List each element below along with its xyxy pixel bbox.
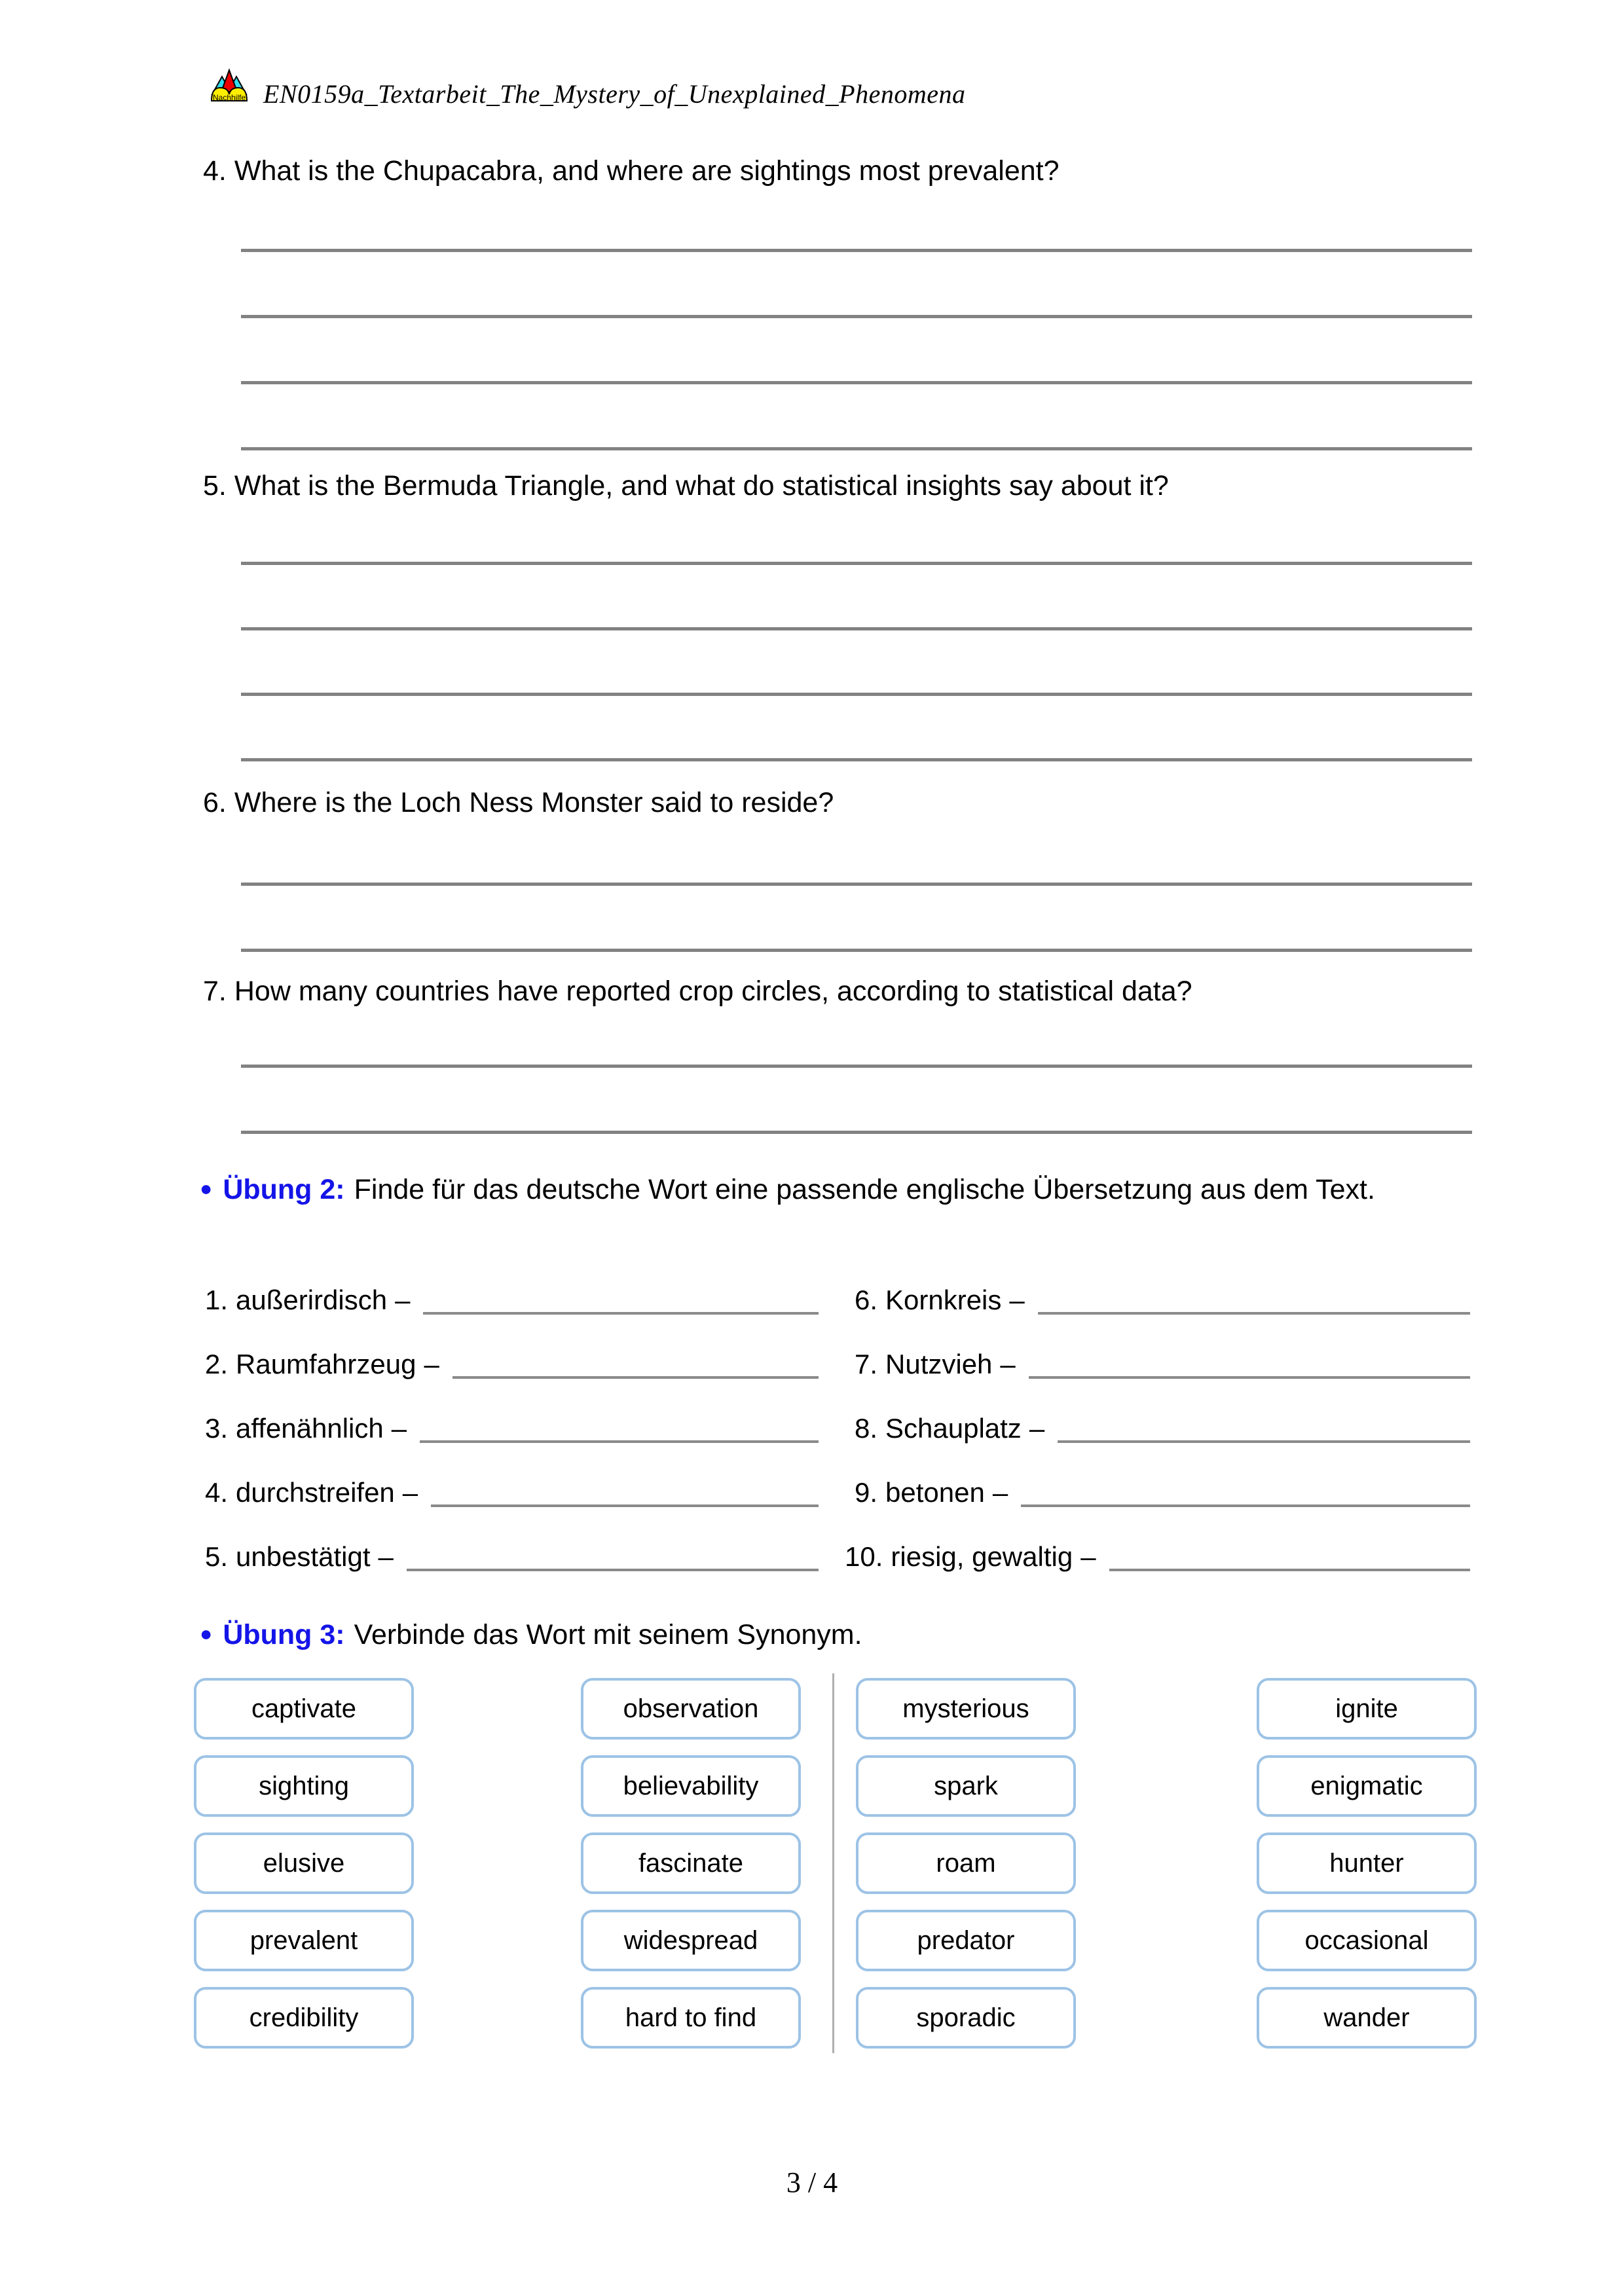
translation-row	[195, 1535, 819, 1574]
answer-line	[241, 381, 1472, 384]
synonym-box	[1257, 1678, 1477, 1740]
synonym-box	[581, 1832, 801, 1894]
exercise2-label: Übung 2:	[223, 1174, 345, 1205]
dash: –	[378, 1541, 394, 1572]
german-word: riesig, gewaltig	[891, 1541, 1073, 1572]
question-number: 4.	[203, 155, 227, 187]
word-label: sporadic	[916, 2003, 1016, 2032]
translation-row	[195, 1342, 819, 1381]
question-text: What is the Bermuda Triangle, and what do statistical insights say about it?	[234, 470, 1169, 501]
word-label: ignite	[1335, 1694, 1398, 1723]
synonym-box	[581, 1678, 801, 1740]
bullet-icon: ●	[200, 1622, 213, 1645]
item-number: 9.	[854, 1477, 877, 1508]
dash: –	[1029, 1413, 1045, 1444]
word-label: enigmatic	[1310, 1771, 1423, 1800]
translation-row	[845, 1470, 1470, 1510]
question-7	[203, 973, 1192, 1010]
translation-row	[845, 1535, 1470, 1574]
exercise2-instructions: Finde für das deutsche Wort eine passende englische Übersetzung aus dem Text.	[354, 1174, 1375, 1205]
synonym-box	[194, 1832, 414, 1894]
word-label: wander	[1323, 2003, 1410, 2032]
word-label: widespread	[623, 1925, 758, 1955]
question-number: 7.	[203, 975, 227, 1007]
answer-blank	[1029, 1376, 1470, 1379]
question-4	[203, 153, 1060, 189]
exercise3-heading	[200, 1612, 1475, 1656]
synonym-box	[1257, 1987, 1477, 2049]
answer-line	[241, 562, 1472, 565]
synonym-box	[1257, 1910, 1477, 1971]
item-number: 3.	[204, 1413, 228, 1444]
answer-line	[241, 693, 1472, 696]
question-number: 6.	[203, 787, 227, 818]
translation-row	[195, 1278, 819, 1317]
item-number: 4.	[204, 1477, 228, 1508]
answer-line	[241, 883, 1472, 886]
item-number: 6.	[854, 1285, 877, 1315]
word-label: observation	[623, 1694, 759, 1723]
dash: –	[1080, 1541, 1096, 1572]
word-label: fascinate	[638, 1848, 744, 1878]
synonym-box	[856, 1987, 1076, 2049]
translation-row	[845, 1278, 1470, 1317]
synonym-box	[581, 1910, 801, 1971]
synonym-box	[581, 1987, 801, 2049]
synonym-box	[194, 1678, 414, 1740]
german-word: Schauplatz	[885, 1413, 1022, 1444]
synonym-box	[856, 1755, 1076, 1817]
answer-blank	[1058, 1440, 1470, 1443]
synonym-box	[856, 1832, 1076, 1894]
german-word: Raumfahrzeug	[236, 1349, 416, 1379]
item-number: 7.	[854, 1349, 877, 1379]
answer-line	[241, 949, 1472, 952]
answer-line	[241, 758, 1472, 761]
synonym-box	[194, 1910, 414, 1971]
translation-row	[195, 1406, 819, 1446]
item-number: 2.	[204, 1349, 228, 1379]
answer-blank	[423, 1312, 819, 1315]
word-label: mysterious	[902, 1694, 1029, 1723]
synonym-box	[1257, 1755, 1477, 1817]
column-divider	[832, 1673, 834, 2053]
dash: –	[391, 1413, 407, 1444]
german-word: durchstreifen	[236, 1477, 395, 1508]
document-title: EN0159a_Textarbeit_The_Mystery_of_Unexplained_Phenomena	[263, 79, 966, 109]
synonym-box	[581, 1755, 801, 1817]
item-number: 5.	[204, 1541, 228, 1572]
question-number: 5.	[203, 470, 227, 501]
item-number: 1.	[204, 1285, 228, 1315]
exercise3-label: Übung 3:	[223, 1619, 345, 1650]
answer-line	[241, 1131, 1472, 1134]
dash: –	[424, 1349, 439, 1379]
item-number: 10.	[845, 1541, 883, 1572]
synonym-box	[856, 1678, 1076, 1740]
german-word: affenähnlich	[236, 1413, 384, 1444]
answer-blank	[1021, 1504, 1470, 1507]
word-label: prevalent	[249, 1925, 358, 1955]
answer-blank	[452, 1376, 819, 1379]
synonym-box	[856, 1910, 1076, 1971]
answer-line	[241, 315, 1472, 318]
word-label: captivate	[251, 1694, 357, 1723]
word-label: hunter	[1329, 1848, 1404, 1878]
question-text: Where is the Loch Ness Monster said to reside?	[234, 787, 834, 818]
answer-blank	[1038, 1312, 1470, 1315]
nachhilfe-logo-icon	[210, 68, 249, 106]
logo-text: Nachhilfe	[212, 93, 246, 102]
question-5	[203, 467, 1169, 504]
answer-blank	[1109, 1569, 1470, 1571]
german-word: Kornkreis	[885, 1285, 1002, 1315]
answer-blank	[420, 1440, 819, 1443]
answer-blank	[407, 1569, 819, 1571]
word-label: hard to find	[625, 2003, 757, 2032]
answer-line	[241, 627, 1472, 630]
translation-row	[845, 1406, 1470, 1446]
answer-line	[241, 1065, 1472, 1068]
word-label: predator	[917, 1925, 1015, 1955]
dash: –	[1009, 1285, 1025, 1315]
translation-row	[845, 1342, 1470, 1381]
synonym-box	[194, 1987, 414, 2049]
synonym-box	[1257, 1832, 1477, 1894]
german-word: unbestätigt	[236, 1541, 371, 1572]
exercise2-heading	[200, 1167, 1475, 1211]
word-label: elusive	[263, 1848, 345, 1878]
dash: –	[395, 1285, 411, 1315]
dash: –	[402, 1477, 418, 1508]
question-text: What is the Chupacabra, and where are sightings most prevalent?	[234, 155, 1060, 187]
dash: –	[1000, 1349, 1016, 1379]
answer-line	[241, 447, 1472, 450]
synonym-box	[194, 1755, 414, 1817]
bullet-icon: ●	[200, 1176, 213, 1200]
exercise3-instructions: Verbinde das Wort mit seinem Synonym.	[354, 1619, 862, 1650]
german-word: außerirdisch	[236, 1285, 388, 1315]
word-label: occasional	[1304, 1925, 1429, 1955]
word-label: credibility	[249, 2003, 359, 2032]
question-text: How many countries have reported crop circles, according to statistical data?	[234, 975, 1192, 1007]
dash: –	[992, 1477, 1008, 1508]
answer-blank	[431, 1504, 819, 1507]
answer-line	[241, 249, 1472, 252]
translation-row	[195, 1470, 819, 1510]
item-number: 8.	[854, 1413, 877, 1444]
word-label: roam	[936, 1848, 996, 1878]
question-6	[203, 784, 834, 821]
page-number: 3 / 4	[786, 2166, 838, 2198]
word-label: spark	[934, 1771, 998, 1800]
german-word: Nutzvieh	[885, 1349, 993, 1379]
german-word: betonen	[885, 1477, 985, 1508]
word-label: believability	[623, 1771, 759, 1800]
word-label: sighting	[259, 1771, 349, 1800]
